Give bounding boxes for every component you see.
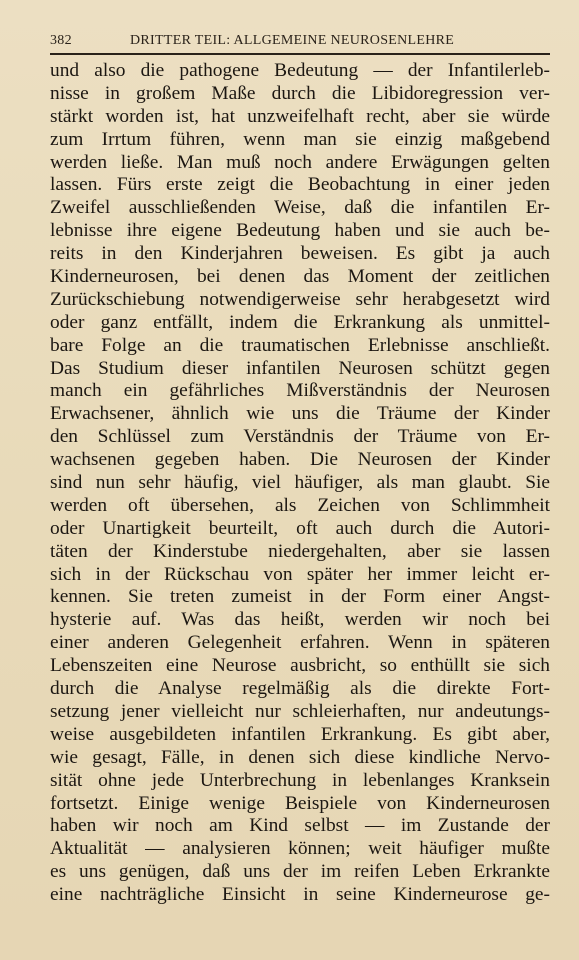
text-line: lassen. Fürs erste zeigt die Beobachtung in einer jeden bbox=[50, 174, 550, 196]
text-line: den Schlüssel zum Verständnis der Träume von Er- bbox=[50, 426, 550, 448]
text-line: Lebenszeiten eine Neurose ausbricht, so enthüllt sie sich bbox=[50, 655, 550, 677]
text-line: und also die pathogene Bedeutung — der Infantilerleb- bbox=[50, 60, 550, 81]
text-line: sität ohne jede Unterbrechung in lebenlanges Kranksein bbox=[50, 769, 550, 791]
text-line: durch die Analyse regelmäßig als die direkte Fort- bbox=[50, 678, 550, 700]
text-line: lebnisse ihre eigene Bedeutung haben und sie auch be- bbox=[50, 220, 550, 242]
text-line: Das Studium dieser infantilen Neurosen schützt gegen bbox=[50, 357, 550, 379]
text-line: eine nachträgliche Einsicht in seine Kinderneurose ge- bbox=[50, 884, 550, 906]
text-line: sich in der Rückschau von später her immer leicht er- bbox=[50, 563, 550, 585]
text-line: stärkt worden ist, hat unzweifelhaft recht, aber sie würde bbox=[50, 105, 550, 127]
text-line: Zurückschiebung notwendigerweise sehr herabgesetzt wird bbox=[50, 288, 550, 310]
text-line: sind nun sehr häufig, viel häufiger, als man glaubt. Sie bbox=[50, 472, 550, 494]
text-line: zum Irrtum führen, wenn man sie einzig maßgebend bbox=[50, 128, 550, 150]
text-line: weise ausgebildeten infantilen Erkrankung. Es gibt aber, bbox=[50, 723, 550, 745]
text-line: wie gesagt, Fälle, in denen sich diese kindliche Nervo- bbox=[50, 746, 550, 768]
text-line: es uns genügen, daß uns der im reifen Leben Erkrankte bbox=[50, 861, 550, 883]
text-line: wachsenen gegeben haben. Die Neurosen der Kinder bbox=[50, 449, 550, 471]
text-line: täten der Kinderstube niedergehalten, aber sie lassen bbox=[50, 540, 550, 562]
page-number: 382 bbox=[50, 33, 72, 48]
text-line: hysterie auf. Was das heißt, werden wir noch bei bbox=[50, 609, 550, 631]
text-line: Erwachsener, ähnlich wie uns die Träume der Kinder bbox=[50, 403, 550, 425]
text-line: werden oft übersehen, als Zeichen von Schlimmheit bbox=[50, 494, 550, 516]
text-line: nisse in großem Maße durch die Libidoregression ver- bbox=[50, 82, 550, 104]
running-head bbox=[50, 33, 550, 55]
text-line: kennen. Sie treten zumeist in der Form einer Angst- bbox=[50, 586, 550, 608]
text-line: manch ein gefährliches Mißverständnis der Neurosen bbox=[50, 380, 550, 402]
text-line: Zweifel ausschließenden Weise, daß die infantilen Er- bbox=[50, 197, 550, 219]
text-line: reits in den Kinderjahren beweisen. Es gibt ja auch bbox=[50, 243, 550, 265]
text-line: haben wir noch am Kind selbst — im Zustande der bbox=[50, 815, 550, 837]
text-line: oder ganz entfällt, indem die Erkrankung als unmittel- bbox=[50, 311, 550, 333]
text-line: fortsetzt. Einige wenige Beispiele von Kinderneurosen bbox=[50, 792, 550, 814]
chapter-title: DRITTER TEIL: ALLGEMEINE NEUROSENLEHRE bbox=[130, 33, 455, 48]
body-text bbox=[50, 60, 550, 907]
text-line: werden ließe. Man muß noch andere Erwägungen gelten bbox=[50, 151, 550, 173]
text-line: Aktualität — analysieren können; weit häufiger mußte bbox=[50, 838, 550, 860]
text-line: einer anderen Gelegenheit erfahren. Wenn in späteren bbox=[50, 632, 550, 654]
text-line: bare Folge an die traumatischen Erlebnisse anschließt. bbox=[50, 334, 550, 356]
text-line: Kinderneurosen, bei denen das Moment der zeitlichen bbox=[50, 266, 550, 288]
text-line: setzung jener vielleicht nur schleierhaften, nur andeutungs- bbox=[50, 700, 550, 722]
text-line: oder Unartigkeit beurteilt, oft auch durch die Autori- bbox=[50, 517, 550, 539]
